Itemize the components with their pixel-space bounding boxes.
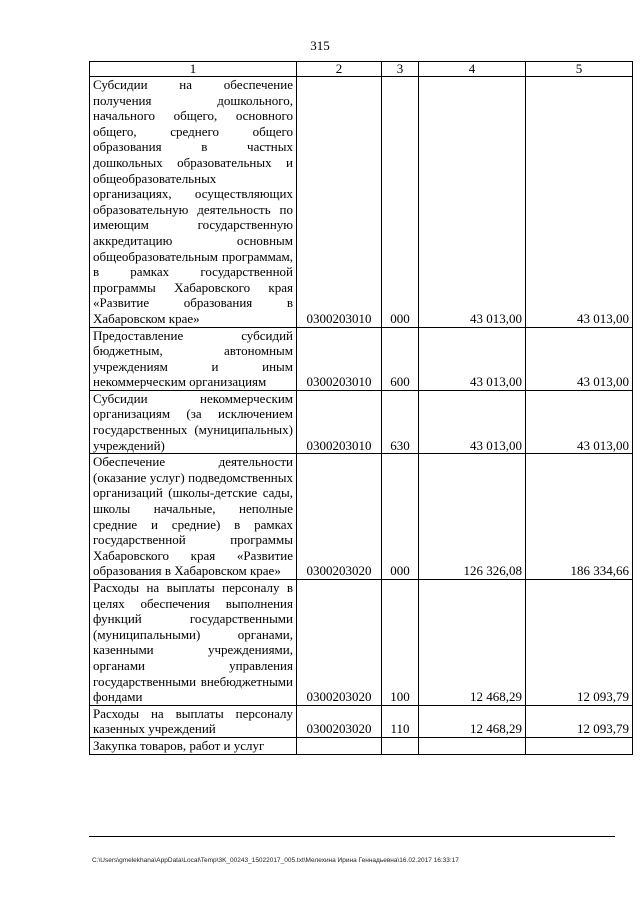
header-col-1: 1 [90,62,297,77]
header-col-5: 5 [526,62,633,77]
footer-file-path: C:\Users\gmelekhana\AppData\Local\Temp\3K_00243_15022017_005.txt\Мелехина Ирина Геннадьевна\16.02.2017 16:33:17 [92,857,459,864]
row-code: 0300203020 [297,454,382,580]
row-expense-type: 630 [382,390,419,453]
table-row [90,327,633,390]
row-description: Субсидии некоммерческим организациям (за исключением государственных (муниципальных) учреждений) [90,390,297,453]
row-description: Обеспечение деятельности (оказание услуг) подведомственных организаций (школы-детские сады, школы начальные, неполные средние и средние) в рамках государственной программы Хабаровского края «Развитие образования в Хабаровском крае» [90,454,297,580]
row-expense-type [382,737,419,754]
row-description: Закупка товаров, работ и услуг [90,737,297,754]
row-sum-2: 12 093,79 [526,705,633,737]
row-expense-type: 100 [382,580,419,706]
row-sum-1: 12 468,29 [419,580,526,706]
row-sum-1: 12 468,29 [419,705,526,737]
row-code: 0300203020 [297,580,382,706]
table-row [90,580,633,706]
table-row [90,77,633,328]
header-col-2: 2 [297,62,382,77]
row-code: 0300203010 [297,327,382,390]
table-row [90,737,633,754]
table-row [90,390,633,453]
row-code: 0300203020 [297,705,382,737]
row-sum-1: 43 013,00 [419,390,526,453]
row-code [297,737,382,754]
row-sum-2: 12 093,79 [526,580,633,706]
row-description: Расходы на выплаты персоналу казенных учреждений [90,705,297,737]
row-sum-1: 43 013,00 [419,77,526,328]
row-expense-type: 000 [382,454,419,580]
table-row [90,705,633,737]
row-expense-type: 600 [382,327,419,390]
budget-table [89,61,633,755]
budget-table-container [89,61,629,837]
row-code: 0300203010 [297,77,382,328]
row-sum-2: 186 334,66 [526,454,633,580]
row-sum-1: 126 326,08 [419,454,526,580]
row-sum-1 [419,737,526,754]
row-description: Расходы на выплаты персоналу в целях обеспечения выполнения функций государственными (муниципальными) органами, казенными учреждениями, органами управления государственными внебюджетными фондами [90,580,297,706]
table-row [90,454,633,580]
row-sum-2: 43 013,00 [526,77,633,328]
row-sum-2: 43 013,00 [526,390,633,453]
table-header-row [90,62,633,77]
row-sum-2 [526,737,633,754]
page-number: 315 [310,38,330,53]
row-expense-type: 110 [382,705,419,737]
row-description: Предоставление субсидий бюджетным, автономным учреждениям и иным некоммерческим организациям [90,327,297,390]
row-sum-2: 43 013,00 [526,327,633,390]
row-description: Субсидии на обеспечение получения дошкольного, начального общего, основного общего, среднего общего образования в частных дошкольных образовательных и общеобразовательных организациях, осуществляющих образовательную деятельность по имеющим государственную аккредитацию основным общеобразовательным программам, в рамках государственной программы Хабаровского края «Развитие образования в Хабаровском крае» [90,77,297,328]
header-col-4: 4 [419,62,526,77]
header-col-3: 3 [382,62,419,77]
row-sum-1: 43 013,00 [419,327,526,390]
row-expense-type: 000 [382,77,419,328]
row-code: 0300203010 [297,390,382,453]
